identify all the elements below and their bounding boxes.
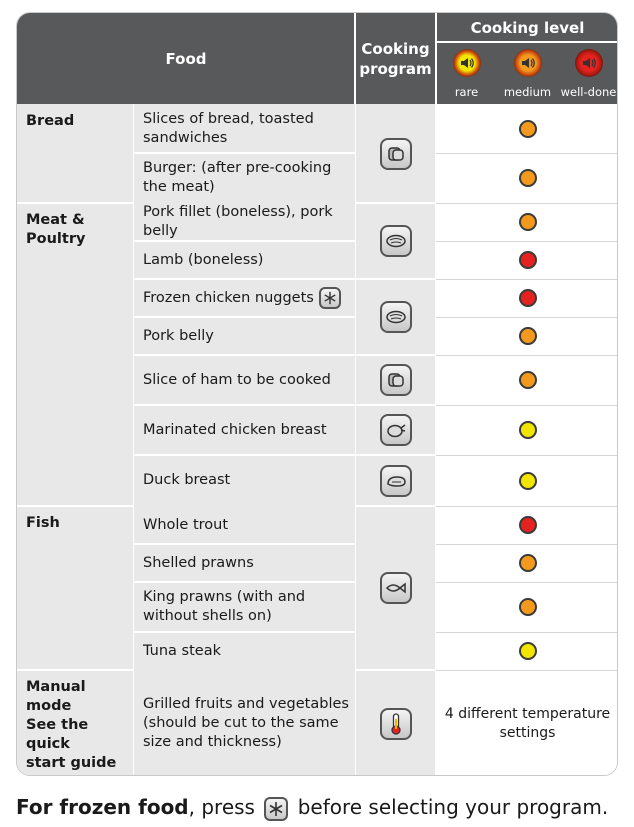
divider (355, 454, 436, 456)
food-item-label: Whole trout (143, 516, 229, 533)
level-dot-medium (519, 213, 537, 231)
food-item (134, 632, 355, 670)
food-item (134, 506, 355, 544)
food-item-label: King prawns (with and without shells on) (143, 589, 306, 624)
level-cell (436, 632, 618, 670)
food-item-label: Pork fillet (boneless), pork belly (143, 204, 333, 239)
level-cell (436, 241, 618, 279)
level-dot-well-done (519, 251, 537, 269)
level-dot-rare (519, 472, 537, 490)
snowflake-icon (264, 797, 288, 821)
speaker-icon (581, 55, 597, 71)
poultry-icon (380, 414, 412, 446)
food-item-label: Duck breast (143, 472, 231, 488)
fish-icon (380, 572, 412, 604)
food-item-label: Slices of bread, toasted sandwiches (143, 110, 314, 146)
food-item (134, 544, 355, 582)
level-dot-medium (519, 120, 537, 138)
divider (436, 203, 618, 204)
food-item (134, 279, 355, 317)
food-item-label: Grilled fruits and vegetables (should be cut to the same size and thickness) (143, 696, 349, 750)
level-cell (436, 582, 618, 632)
level-cell (436, 405, 618, 455)
program-cell-duck (355, 455, 436, 506)
level-cell (436, 104, 618, 153)
divider (134, 581, 355, 583)
divider (134, 152, 355, 154)
food-item (134, 153, 355, 203)
level-dot-medium (519, 371, 537, 389)
food-item (134, 104, 355, 153)
divider (134, 354, 355, 356)
header-program-line1: Cooking (361, 39, 430, 58)
divider (134, 543, 355, 545)
level-cell (436, 279, 618, 317)
level-dot-medium (519, 327, 537, 345)
divider (134, 454, 355, 456)
header-food (17, 13, 355, 104)
food-item (134, 582, 355, 632)
food-item-label: Frozen chicken nuggets (143, 289, 314, 306)
divider (436, 632, 618, 633)
level-dot-medium (519, 554, 537, 572)
divider (355, 278, 436, 280)
divider (436, 355, 618, 356)
food-item-label: Lamb (boneless) (143, 251, 264, 268)
divider (436, 455, 618, 456)
food-item-label: Slice of ham to be cooked (143, 371, 331, 388)
footer-text-2: before selecting your program. (291, 795, 609, 819)
divider (436, 279, 618, 280)
divider (134, 631, 355, 633)
category-meat-poultry: Meat & Poultry (17, 203, 134, 506)
header-program-line2: program (359, 59, 432, 78)
divider (436, 241, 618, 242)
level-cell (436, 544, 618, 582)
header-level-medium (497, 42, 558, 104)
footer-bold: For frozen food (16, 795, 189, 819)
divider (436, 670, 618, 671)
speaker-icon (520, 55, 536, 71)
program-cell-ham (355, 355, 436, 405)
food-item (134, 405, 355, 455)
steak-icon (380, 225, 412, 257)
food-item (134, 241, 355, 279)
level-cell (436, 153, 618, 203)
level-cell (436, 317, 618, 355)
divider (436, 317, 618, 318)
divider (134, 240, 355, 242)
divider (355, 404, 436, 406)
program-cell-meat-1 (355, 203, 436, 279)
food-item (134, 317, 355, 355)
category-fish: Fish (17, 506, 134, 670)
divider (436, 544, 618, 545)
well-done-level-icon (575, 49, 603, 77)
level-dot-medium (519, 598, 537, 616)
level-cell (436, 355, 618, 405)
header-food-label: Food (165, 49, 207, 68)
steak-icon (380, 301, 412, 333)
level-cell (436, 455, 618, 506)
manual-level-text: 4 different temperature settings (436, 670, 618, 776)
program-cell-meat-2 (355, 279, 436, 355)
level-dot-well-done (519, 289, 537, 307)
category-bread: Bread (17, 104, 134, 203)
level-label-medium: medium (503, 85, 552, 99)
food-item (134, 203, 355, 241)
program-cell-manual (355, 670, 436, 776)
divider (436, 41, 618, 43)
duck-icon (380, 465, 412, 497)
divider (134, 316, 355, 318)
divider (134, 404, 355, 406)
snowflake-icon (319, 287, 341, 309)
food-item-label: Shelled prawns (143, 554, 254, 571)
food-item-label: Pork belly (143, 327, 214, 344)
sandwich-icon (380, 138, 412, 170)
level-dot-rare (519, 421, 537, 439)
food-item-label: Tuna steak (143, 642, 221, 659)
level-cell (436, 203, 618, 241)
sandwich-icon (380, 364, 412, 396)
cooking-guide-table (16, 12, 618, 776)
divider (436, 582, 618, 583)
level-label-well-done: well-done (560, 85, 617, 99)
food-item-label: Marinated chicken breast (143, 421, 327, 438)
program-cell-fish (355, 506, 436, 670)
footer-text-1: , press (188, 795, 255, 819)
level-cell (436, 506, 618, 544)
divider (436, 506, 618, 507)
rare-level-icon (453, 49, 481, 77)
level-label-rare: rare (454, 85, 479, 99)
level-dot-medium (519, 169, 537, 187)
speaker-icon (459, 55, 475, 71)
header-level-well-done (558, 42, 618, 104)
divider (355, 354, 436, 356)
level-dot-rare (519, 642, 537, 660)
food-item (134, 670, 355, 776)
divider (436, 405, 618, 406)
medium-level-icon (514, 49, 542, 77)
food-item (134, 455, 355, 506)
header-level-rare (436, 42, 497, 104)
level-dot-well-done (519, 516, 537, 534)
footer-note (16, 795, 608, 821)
header-cooking-level-label: Cooking level (470, 18, 585, 37)
header-cooking-level (436, 13, 618, 42)
program-cell-chicken (355, 405, 436, 455)
thermometer-icon (380, 708, 412, 740)
program-cell-bread (355, 104, 436, 203)
divider (436, 153, 618, 154)
divider (134, 278, 355, 280)
food-item (134, 355, 355, 405)
category-manual-mode: Manual mode See the quick start guide (17, 670, 134, 776)
food-item-label: Burger: (after pre-cooking the meat) (143, 160, 332, 195)
header-program (355, 13, 436, 104)
